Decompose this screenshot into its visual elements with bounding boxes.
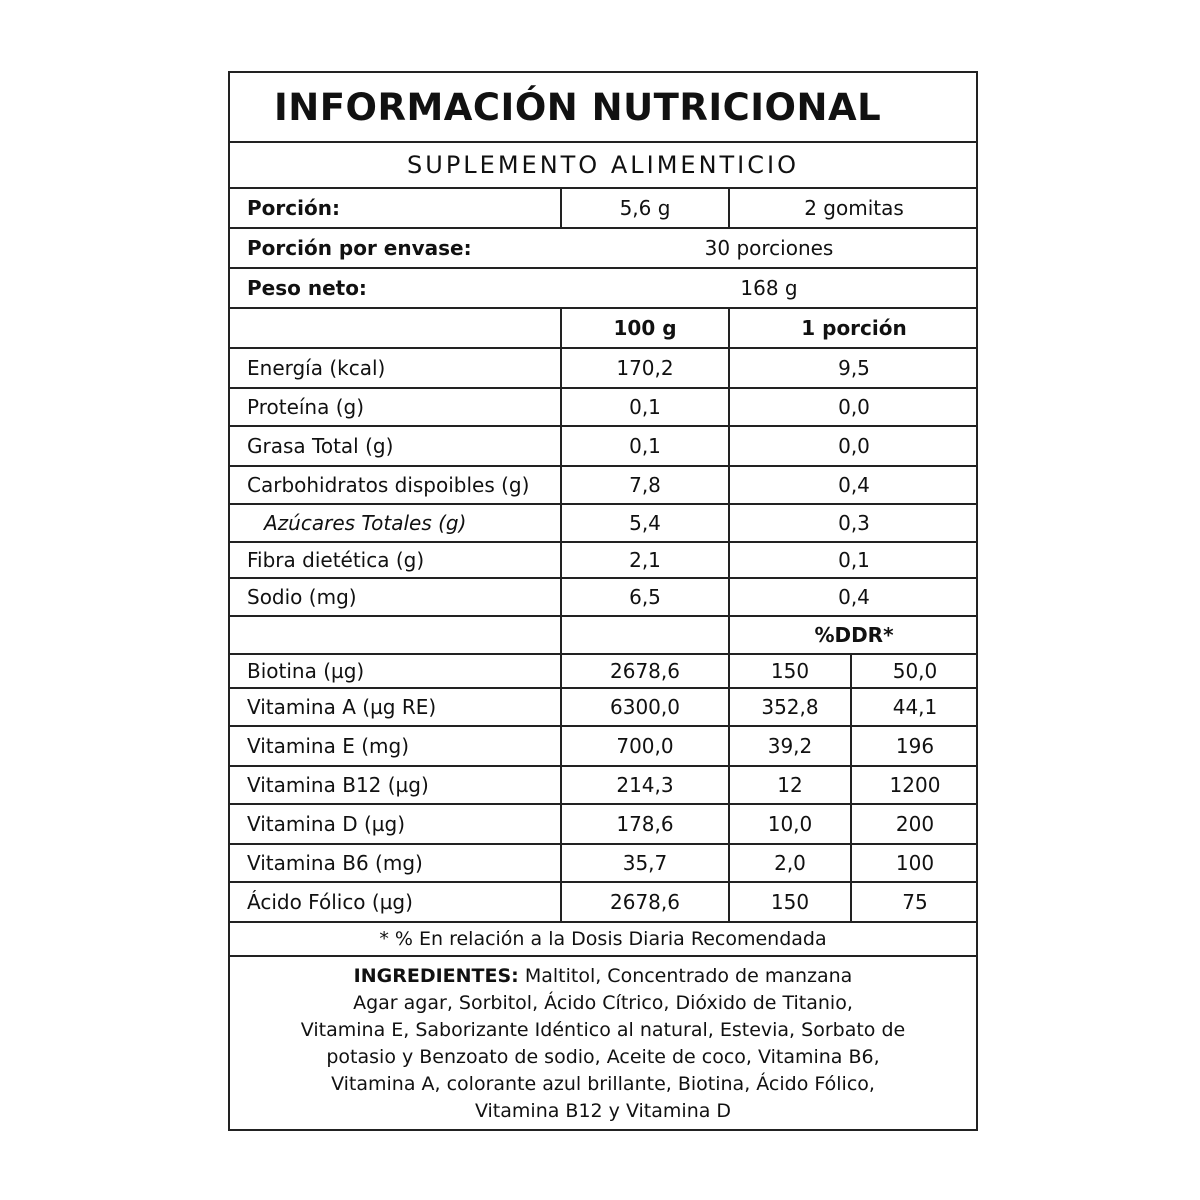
- serving-size-grams: 5,6 g: [560, 189, 728, 227]
- nutrient-row: [230, 467, 976, 505]
- nutrient-row: [230, 389, 976, 427]
- ddr-footnote: * % En relación a la Dosis Diaria Recomendada: [379, 928, 827, 950]
- vitamin-ddr: 50,0: [850, 655, 978, 687]
- nutrient-row: [230, 349, 976, 389]
- vitamin-per-portion: 150: [728, 883, 850, 921]
- ingredients-line-2: Agar agar, Sorbitol, Ácido Cítrico, Dióxido de Titanio,: [353, 992, 853, 1014]
- nutrient-row: [230, 579, 976, 617]
- nutrient-name: Carbohidratos dispoibles (g): [247, 473, 530, 497]
- vitamin-row: [230, 805, 976, 845]
- net-weight-value: 168 g: [740, 276, 798, 300]
- vitamin-name: Vitamina A (µg RE): [247, 695, 437, 719]
- ingredients-line-3: Vitamina E, Saborizante Idéntico al natural, Estevia, Sorbato de: [300, 1019, 906, 1041]
- vitamin-per-portion: 10,0: [728, 805, 850, 843]
- vitamin-name: Vitamina E (mg): [247, 734, 410, 758]
- serving-size-row: [230, 189, 976, 229]
- nutrient-name: Azúcares Totales (g): [264, 511, 467, 535]
- vitamin-ddr: 100: [850, 845, 978, 881]
- servings-per-container-label: Porción por envase:: [247, 236, 472, 260]
- vitamin-per-100g: 700,0: [560, 727, 728, 765]
- serving-size-label: Porción:: [247, 196, 340, 220]
- ingredients-line-6: Vitamina B12 y Vitamina D: [474, 1100, 732, 1122]
- nutrient-per-portion: 0,4: [728, 467, 978, 503]
- subtitle-row: [230, 143, 976, 189]
- vitamin-per-100g: 6300,0: [560, 689, 728, 725]
- vitamin-name: Vitamina B6 (mg): [247, 851, 423, 875]
- vitamin-per-100g: 2678,6: [560, 655, 728, 687]
- nutrient-per-portion: 0,3: [728, 505, 978, 541]
- nutrient-name: Sodio (mg): [247, 585, 357, 609]
- nutrient-name: Proteína (g): [247, 395, 365, 419]
- vitamin-per-100g: 2678,6: [560, 883, 728, 921]
- header-ddr: %DDR*: [728, 617, 978, 653]
- nutrient-name: Fibra dietética (g): [247, 548, 425, 572]
- nutrient-row: [230, 505, 976, 543]
- header-per-100g: 100 g: [560, 309, 728, 347]
- vitamin-per-portion: 150: [728, 655, 850, 687]
- title-row: [230, 73, 976, 143]
- net-weight-label: Peso neto:: [247, 276, 367, 300]
- ingredients-line-5: Vitamina A, colorante azul brillante, Biotina, Ácido Fólico,: [331, 1073, 875, 1095]
- vitamin-per-portion: 352,8: [728, 689, 850, 725]
- ingredients-line-4: potasio y Benzoato de sodio, Aceite de coco, Vitamina B6,: [326, 1046, 880, 1068]
- vitamin-row: [230, 689, 976, 727]
- nutrient-per-portion: 0,4: [728, 579, 978, 615]
- nutrient-per-100g: 0,1: [560, 389, 728, 425]
- nutrients-header-row: [230, 309, 976, 349]
- vitamin-name: Biotina (µg): [247, 659, 365, 683]
- vitamins-header-row: [230, 617, 976, 655]
- vitamin-name: Vitamina D (µg): [247, 812, 406, 836]
- vitamin-ddr: 196: [850, 727, 978, 765]
- vitamin-ddr: 75: [850, 883, 978, 921]
- vitamin-ddr: 44,1: [850, 689, 978, 725]
- label-title: INFORMACIÓN NUTRICIONAL: [274, 85, 882, 129]
- nutrition-label: [228, 71, 978, 1131]
- nutrient-name: Grasa Total (g): [247, 434, 394, 458]
- header-empty: [560, 617, 728, 653]
- nutrient-per-100g: 7,8: [560, 467, 728, 503]
- nutrient-per-portion: 0,1: [728, 543, 978, 577]
- serving-size-units: 2 gomitas: [728, 189, 978, 227]
- ingredients-label: INGREDIENTES:: [353, 965, 519, 987]
- header-per-portion: 1 porción: [728, 309, 978, 347]
- header-empty: [230, 309, 560, 347]
- vitamin-per-portion: 2,0: [728, 845, 850, 881]
- vitamin-row: [230, 655, 976, 689]
- label-subtitle: SUPLEMENTO ALIMENTICIO: [407, 151, 799, 179]
- vitamin-per-100g: 214,3: [560, 767, 728, 803]
- ingredients-line-1: [230, 963, 976, 990]
- vitamin-per-portion: 39,2: [728, 727, 850, 765]
- nutrient-per-portion: 0,0: [728, 427, 978, 465]
- vitamin-row: [230, 767, 976, 805]
- nutrient-per-100g: 2,1: [560, 543, 728, 577]
- vitamin-ddr: 1200: [850, 767, 978, 803]
- ingredients-block: [230, 957, 976, 1129]
- vitamin-row: [230, 883, 976, 923]
- nutrient-per-portion: 9,5: [728, 349, 978, 387]
- vitamin-row: [230, 727, 976, 767]
- vitamin-row: [230, 845, 976, 883]
- footnote-row: [230, 923, 976, 957]
- vitamin-per-100g: 35,7: [560, 845, 728, 881]
- nutrient-per-100g: 6,5: [560, 579, 728, 615]
- header-empty: [230, 617, 560, 653]
- nutrient-per-100g: 170,2: [560, 349, 728, 387]
- nutrient-per-portion: 0,0: [728, 389, 978, 425]
- vitamin-ddr: 200: [850, 805, 978, 843]
- nutrient-row: [230, 543, 976, 579]
- vitamin-per-100g: 178,6: [560, 805, 728, 843]
- nutrient-row: [230, 427, 976, 467]
- nutrient-name: Energía (kcal): [247, 356, 386, 380]
- vitamin-name: Ácido Fólico (µg): [247, 890, 413, 914]
- net-weight-row: [230, 269, 976, 309]
- servings-per-container-value: 30 porciones: [704, 236, 834, 260]
- nutrient-per-100g: 0,1: [560, 427, 728, 465]
- nutrient-per-100g: 5,4: [560, 505, 728, 541]
- servings-per-container-row: [230, 229, 976, 269]
- ingredients-text: Maltitol, Concentrado de manzana: [524, 965, 853, 987]
- vitamin-per-portion: 12: [728, 767, 850, 803]
- vitamin-name: Vitamina B12 (µg): [247, 773, 429, 797]
